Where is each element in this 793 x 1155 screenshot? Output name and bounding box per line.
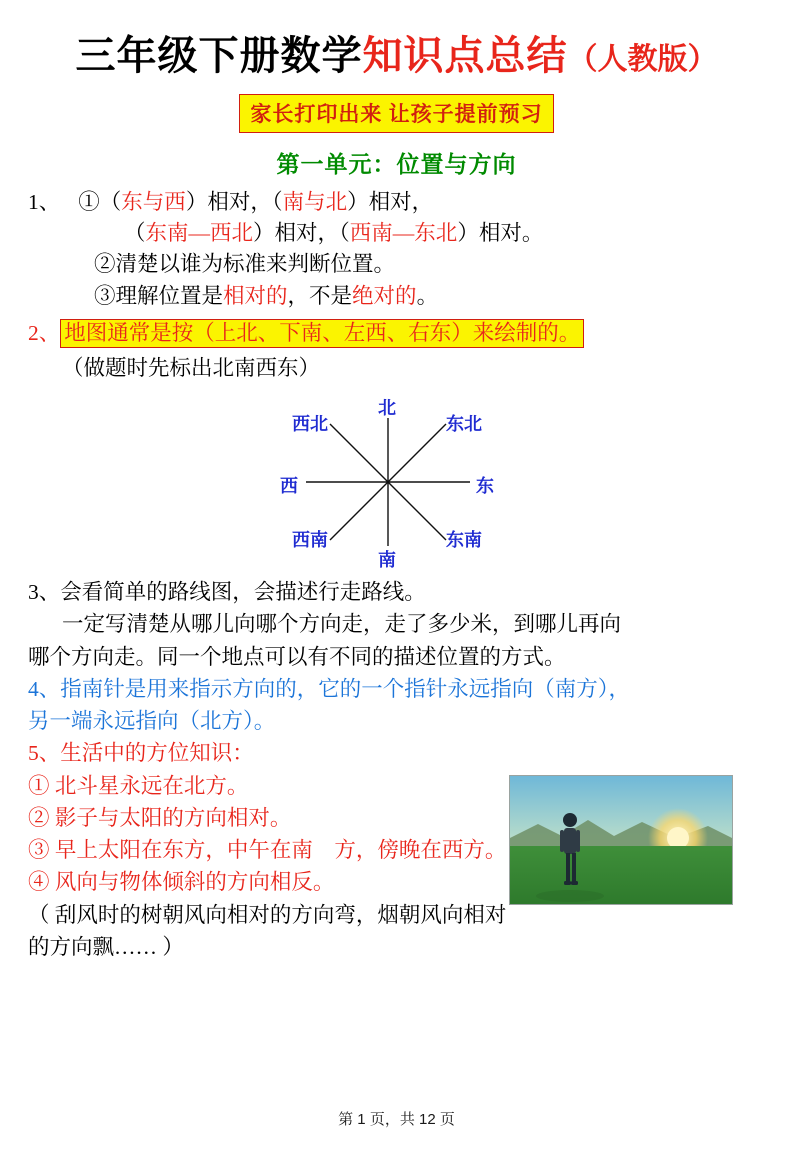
item-1-a-r2: 南与北 [282, 190, 348, 214]
compass-diagram [0, 396, 793, 576]
title-part-edition: （人教版） [567, 43, 718, 76]
item-4-line-1: 4、指南针是用来指示方向的，它的一个指针永远指向（南方）， [28, 676, 631, 701]
subtitle-banner: 家长打印出来 让孩子提前预习 [239, 94, 553, 133]
item-1-line-c: ②清楚以谁为标准来判断位置。 [94, 252, 396, 277]
item-2-subnote: （做题时先标出北南西东） [62, 355, 321, 380]
item-5-sub-2: ② 影子与太阳的方向相对。 [28, 805, 292, 830]
document-body [28, 187, 765, 384]
item-1-b-r2: 西南—东北 [349, 221, 458, 246]
title-part-summary: 知识点总结 [362, 33, 568, 78]
item-5-sub-4: ④ 风向与物体倾斜的方向相反。 [28, 870, 335, 895]
item-1-b-r1: 东南—西北 [145, 221, 254, 246]
item-1-a-p1: （ [99, 190, 122, 214]
item-1-line-b [28, 218, 765, 249]
item-1-d-r1: 相对的 [223, 283, 288, 308]
item-5-line: 5、生活中的方位知识： [28, 741, 254, 766]
item-5-note-line-2: 的方向飘…… ） [28, 934, 184, 959]
item-3-body-line-2: 哪个方向走。同一个地点可以有不同的描述位置的方式。 [28, 644, 566, 669]
page-footer: 第 1 页，共 12 页 [338, 1111, 455, 1128]
compass-label-northeast: 东北 [446, 414, 482, 435]
item-1-a-p3: ）相对， [347, 190, 434, 214]
subtitle-banner-wrap [0, 94, 793, 133]
title-part-grade: 三年级下册数学 [75, 33, 363, 78]
item-1-a-r1: 东与西 [121, 190, 186, 214]
compass-label-south: 南 [378, 550, 396, 571]
sunset-illustration [509, 775, 733, 905]
item-2-highlight-box: 地图通常是按（上北、下南、左西、右东）来绘制的。 [60, 319, 584, 348]
item-1-b-p1: （ [124, 221, 146, 246]
item-5-sub-1: ① 北斗星永远在北方。 [28, 773, 249, 798]
compass-graphic [268, 396, 508, 571]
compass-label-northwest: 西北 [292, 414, 328, 435]
item-1-b-p3: ）相对。 [457, 221, 544, 246]
document-page [0, 34, 793, 1155]
compass-label-west: 西 [280, 476, 298, 497]
item-1-b-p2: ）相对，（ [253, 221, 350, 246]
item-3-body-line-1: 一定写清楚从哪儿向哪个方向走，走了多少米，到哪儿再向 [62, 612, 622, 637]
item-2-number: 2、 [28, 320, 61, 345]
item-5-note-line-1: （ 刮风时的树朝风向相对的方向弯，烟朝风向相对 [28, 902, 507, 927]
page-title [0, 34, 793, 78]
compass-label-southwest: 西南 [292, 530, 328, 551]
compass-label-southeast: 东南 [446, 530, 482, 551]
item-1-d-p1: ③理解位置是 [94, 283, 224, 308]
item-1-d-p2: ，不是 [287, 283, 353, 308]
sunset-illustration-svg [510, 776, 732, 904]
item-1-d-p3: 。 [416, 283, 439, 308]
item-1-line-a [28, 187, 765, 218]
unit-heading: 第一单元：位置与方向 [276, 152, 517, 177]
item-1-d-r2: 绝对的 [352, 283, 417, 308]
compass-label-north: 北 [378, 398, 396, 419]
item-4-line-2: 另一端永远指向（北方）。 [28, 709, 276, 734]
item-2-line [28, 318, 765, 349]
compass-label-east: 东 [476, 476, 494, 497]
item-1-number: 1、 [28, 190, 61, 214]
item-1-line-d [28, 281, 765, 312]
item-1-a-mark: ① [78, 190, 100, 214]
item-3-line: 3、会看简单的路线图，会描述行走路线。 [28, 580, 426, 605]
item-1-a-p2: ）相对，（ [185, 190, 283, 214]
item-5-sub-3: ③ 早上太阳在东方，中午在南 方，傍晚在西方。 [28, 838, 507, 863]
